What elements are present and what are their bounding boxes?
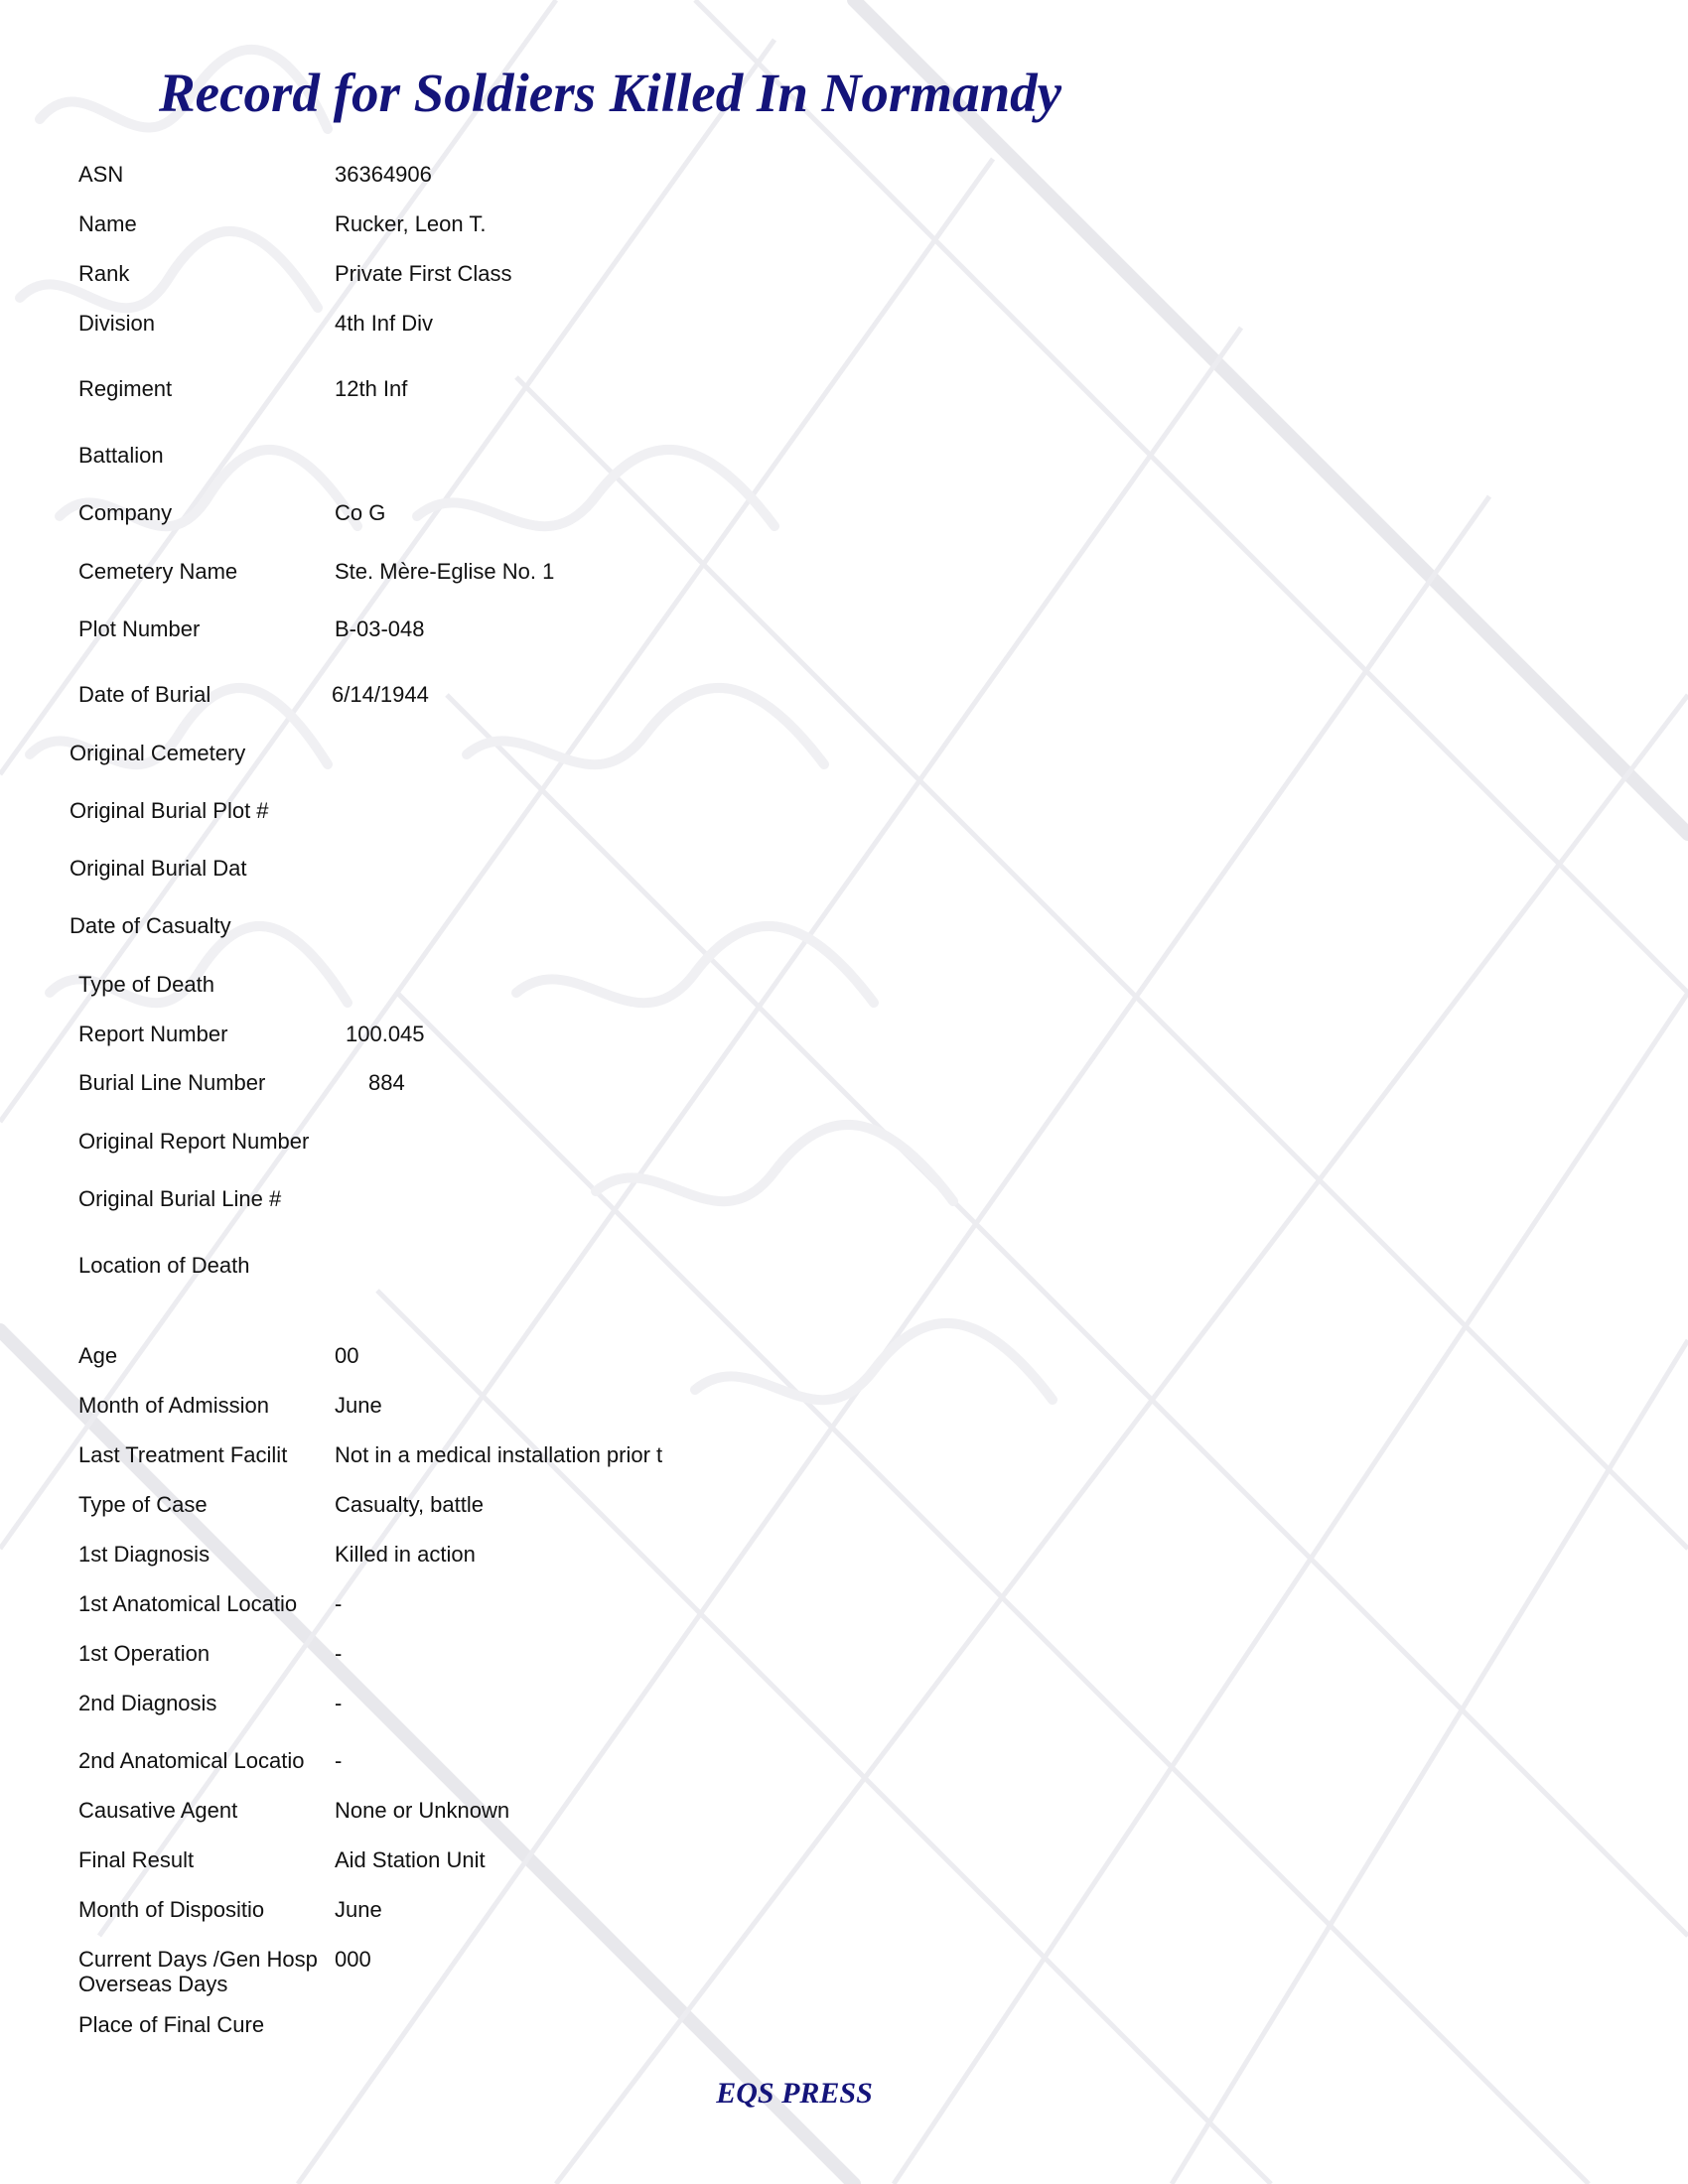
original-cemetery-label: Original Cemetery bbox=[70, 741, 246, 765]
company-label: Company bbox=[78, 500, 173, 525]
first-operation-label: 1st Operation bbox=[78, 1641, 211, 1666]
report-number-label: Report Number bbox=[78, 1022, 228, 1046]
month-of-admission-value: June bbox=[335, 1393, 382, 1418]
burial-line-number-label: Burial Line Number bbox=[78, 1070, 266, 1095]
type-of-death-label: Type of Death bbox=[78, 972, 214, 997]
location-of-death-label: Location of Death bbox=[78, 1253, 250, 1278]
regiment-value: 12th Inf bbox=[335, 376, 408, 401]
division-label: Division bbox=[78, 311, 156, 336]
name-label: Name bbox=[78, 211, 137, 236]
date-of-casualty-label: Date of Casualty bbox=[70, 913, 231, 938]
original-report-number-label: Original Report Number bbox=[78, 1129, 310, 1154]
company-value: Co G bbox=[335, 500, 386, 525]
plot-number-value: B-03-048 bbox=[335, 616, 425, 641]
second-diagnosis-label: 2nd Diagnosis bbox=[78, 1691, 217, 1715]
report-number-value: 100.045 bbox=[346, 1022, 425, 1046]
date-of-burial-label: Date of Burial bbox=[78, 682, 211, 707]
first-diagnosis-value: Killed in action bbox=[335, 1542, 476, 1567]
plot-number-label: Plot Number bbox=[78, 616, 201, 641]
cemetery-name-value: Ste. Mère-Eglise No. 1 bbox=[335, 559, 555, 584]
month-of-admission-label: Month of Admission bbox=[78, 1393, 269, 1418]
page-title: Record for Soldiers Killed In Normandy bbox=[159, 63, 1062, 123]
cemetery-name-label: Cemetery Name bbox=[78, 559, 238, 584]
asn-label: ASN bbox=[78, 162, 124, 187]
asn-value: 36364906 bbox=[335, 162, 432, 187]
type-of-case-label: Type of Case bbox=[78, 1492, 208, 1517]
regiment-label: Regiment bbox=[78, 376, 173, 401]
first-operation-value: - bbox=[335, 1641, 343, 1666]
first-diagnosis-label: 1st Diagnosis bbox=[78, 1542, 211, 1567]
burial-line-number-value: 884 bbox=[368, 1070, 405, 1095]
current-days-gen-hosp-label: Current Days /Gen Hosp bbox=[78, 1947, 318, 1972]
division-value: 4th Inf Div bbox=[335, 311, 434, 336]
final-result-label: Final Result bbox=[78, 1847, 195, 1872]
second-anatomical-locatio-label: 2nd Anatomical Locatio bbox=[78, 1748, 305, 1773]
original-burial-line-label: Original Burial Line # bbox=[78, 1186, 282, 1211]
battalion-label: Battalion bbox=[78, 443, 164, 468]
age-label: Age bbox=[78, 1343, 118, 1368]
last-treatment-facilit-label: Last Treatment Facilit bbox=[78, 1442, 288, 1467]
last-treatment-facilit-value: Not in a medical installation prior t bbox=[335, 1442, 663, 1467]
first-anatomical-locatio-value: - bbox=[335, 1591, 343, 1616]
type-of-case-value: Casualty, battle bbox=[335, 1492, 485, 1517]
publisher-footer: EQS PRESS bbox=[716, 2077, 873, 2110]
age-value: 00 bbox=[335, 1343, 359, 1368]
rank-value: Private First Class bbox=[335, 261, 512, 286]
causative-agent-value: None or Unknown bbox=[335, 1798, 510, 1823]
second-anatomical-locatio-value: - bbox=[335, 1748, 343, 1773]
original-burial-dat-label: Original Burial Dat bbox=[70, 856, 247, 881]
rank-label: Rank bbox=[78, 261, 130, 286]
current-days-gen-hosp-value: 000 bbox=[335, 1947, 371, 1972]
causative-agent-label: Causative Agent bbox=[78, 1798, 238, 1823]
original-burial-plot-label: Original Burial Plot # bbox=[70, 798, 269, 823]
first-anatomical-locatio-label: 1st Anatomical Locatio bbox=[78, 1591, 298, 1616]
final-result-value: Aid Station Unit bbox=[335, 1847, 486, 1872]
month-of-dispositio-value: June bbox=[335, 1897, 382, 1922]
date-of-burial-value: 6/14/1944 bbox=[332, 682, 429, 707]
month-of-dispositio-label: Month of Dispositio bbox=[78, 1897, 265, 1922]
place-of-final-cure-label: Place of Final Cure bbox=[78, 2012, 265, 2037]
overseas-days-label: Overseas Days bbox=[78, 1972, 228, 1996]
second-diagnosis-value: - bbox=[335, 1691, 343, 1715]
name-value: Rucker, Leon T. bbox=[335, 211, 487, 236]
